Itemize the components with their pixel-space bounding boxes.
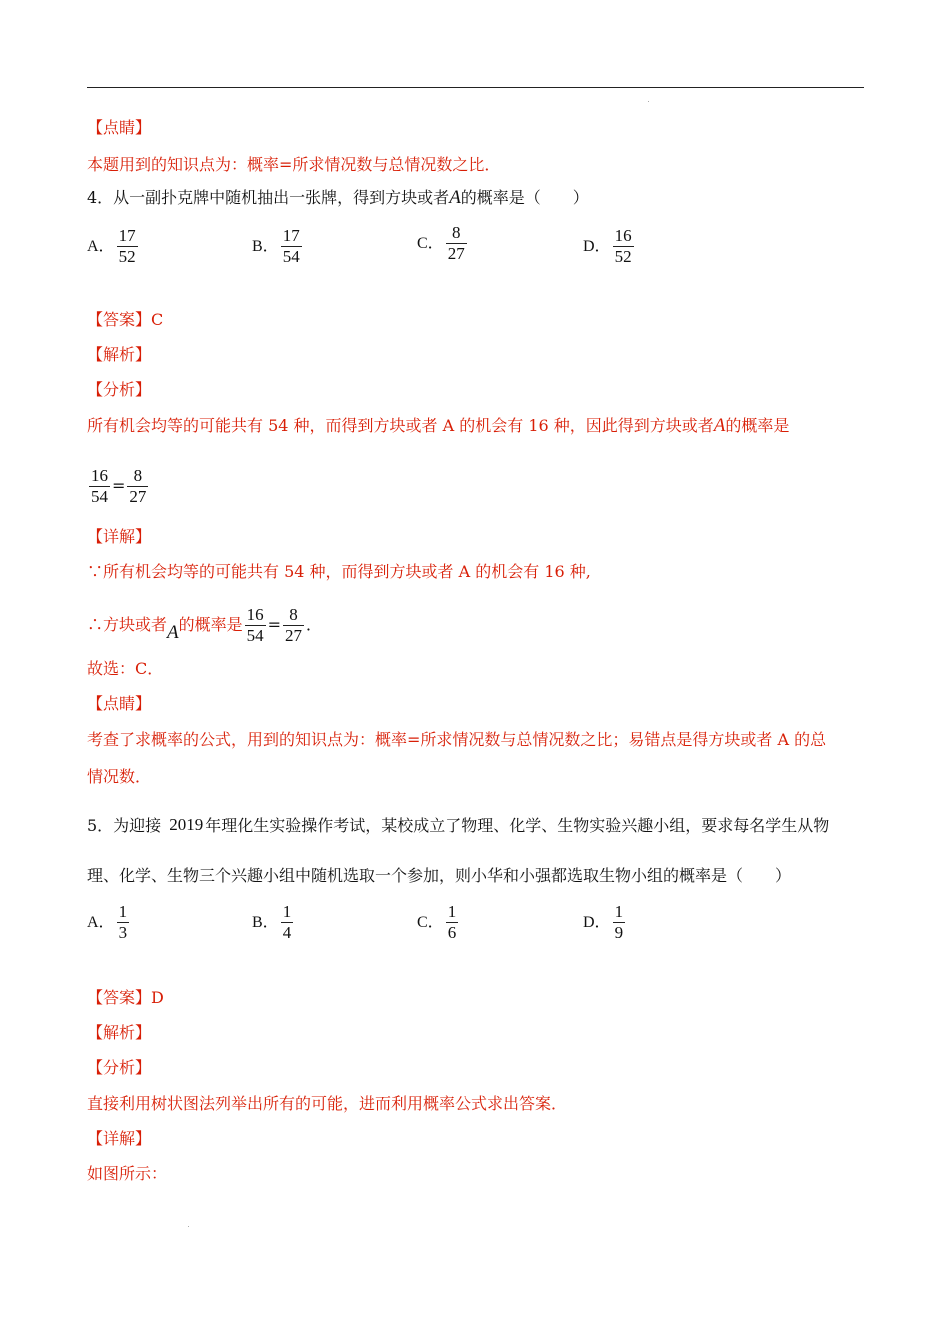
q5-rutu: 如图所示： <box>87 1164 168 1183</box>
q5-xiangjie-heading: 【详解】 <box>87 1129 152 1148</box>
dianjing-heading: 【点睛】 <box>87 118 152 137</box>
q4-xiangjie-heading: 【详解】 <box>87 527 152 546</box>
q4-stem: 4．从一副扑克牌中随机抽出一张牌，得到方块或者A的概率是（ ） <box>87 187 589 208</box>
q4-fenxi-text: 所有机会均等的可能共有 54 种，而得到方块或者 A 的机会有 16 种，因此得到方块或者A的概率是 <box>87 415 790 436</box>
fraction: $\frac{17}{52}$ <box>118 226 136 266</box>
q4-option-c[interactable]: C． $\frac{8}{27}$ <box>417 223 465 263</box>
q5-fenxi-text: 直接利用树状图法列举出所有的可能，进而利用概率公式求出答案． <box>87 1094 568 1113</box>
fraction: $\frac{16}{52}$ <box>614 226 632 266</box>
q5-answer: 【答案】D <box>87 988 164 1007</box>
var-a: A <box>449 187 461 208</box>
q4-dianjing-text-2: 情况数． <box>87 767 152 786</box>
q4-fenxi-heading: 【分析】 <box>87 380 152 399</box>
fraction: $\frac{1}{9}$ <box>614 902 624 942</box>
q4-therefore: ∴方块或者A的概率是 $\frac{16}{54}$ = $\frac{8}{27}$ ． <box>87 605 323 645</box>
q4-option-b[interactable]: B． $\frac{17}{54}$ <box>252 226 300 266</box>
fraction: $\frac{8}{27}$ <box>447 223 465 263</box>
q5-year: 2019 <box>169 815 204 834</box>
q5-stem-line2: 理、化学、生物三个兴趣小组中随机选取一个参加，则小华和小强都选取生物小组的概率是（ ） <box>87 866 792 885</box>
q4-because: ∵所有机会均等的可能共有 54 种，而得到方块或者 A 的机会有 16 种, <box>87 562 591 581</box>
q5-stem-line1: 5．为迎接 2019 年理化生实验操作考试，某校成立了物理、化学、生物实验兴趣小组，要求每名学生从物 <box>87 815 830 835</box>
fraction: $\frac{17}{54}$ <box>282 226 300 266</box>
q5-option-a[interactable]: A． $\frac{1}{3}$ <box>87 902 128 942</box>
fraction: $\frac{1}{6}$ <box>447 902 457 942</box>
q4-jiexi-heading: 【解析】 <box>87 345 152 364</box>
fraction: $\frac{1}{4}$ <box>282 902 292 942</box>
page-mark <box>648 101 649 102</box>
q5-jiexi-heading: 【解析】 <box>87 1023 152 1042</box>
q5-option-c[interactable]: C． $\frac{1}{6}$ <box>417 902 457 942</box>
q4-guxuan: 故选：C． <box>87 659 164 678</box>
header-rule <box>87 87 864 88</box>
q4-fenxi-equation: $\frac{16}{54}$ = $\frac{8}{27}$ <box>91 466 147 506</box>
image-placeholder-mark <box>188 1226 189 1227</box>
q4-dianjing-text-1: 考查了求概率的公式，用到的知识点为：概率=所求情况数与总情况数之比；易错点是得方块或者 A 的总 <box>87 730 827 749</box>
q4-option-d[interactable]: D． $\frac{16}{52}$ <box>583 226 632 266</box>
q4-answer: 【答案】C <box>87 310 164 329</box>
q4-dianjing-heading: 【点睛】 <box>87 694 152 713</box>
dianjing-text: 本题用到的知识点为：概率=所求情况数与总情况数之比． <box>87 155 501 174</box>
q4-option-a[interactable]: A． $\frac{17}{52}$ <box>87 226 136 266</box>
q5-option-d[interactable]: D． $\frac{1}{9}$ <box>583 902 624 942</box>
q5-fenxi-heading: 【分析】 <box>87 1058 152 1077</box>
fraction: $\frac{1}{3}$ <box>118 902 128 942</box>
q5-option-b[interactable]: B． $\frac{1}{4}$ <box>252 902 292 942</box>
